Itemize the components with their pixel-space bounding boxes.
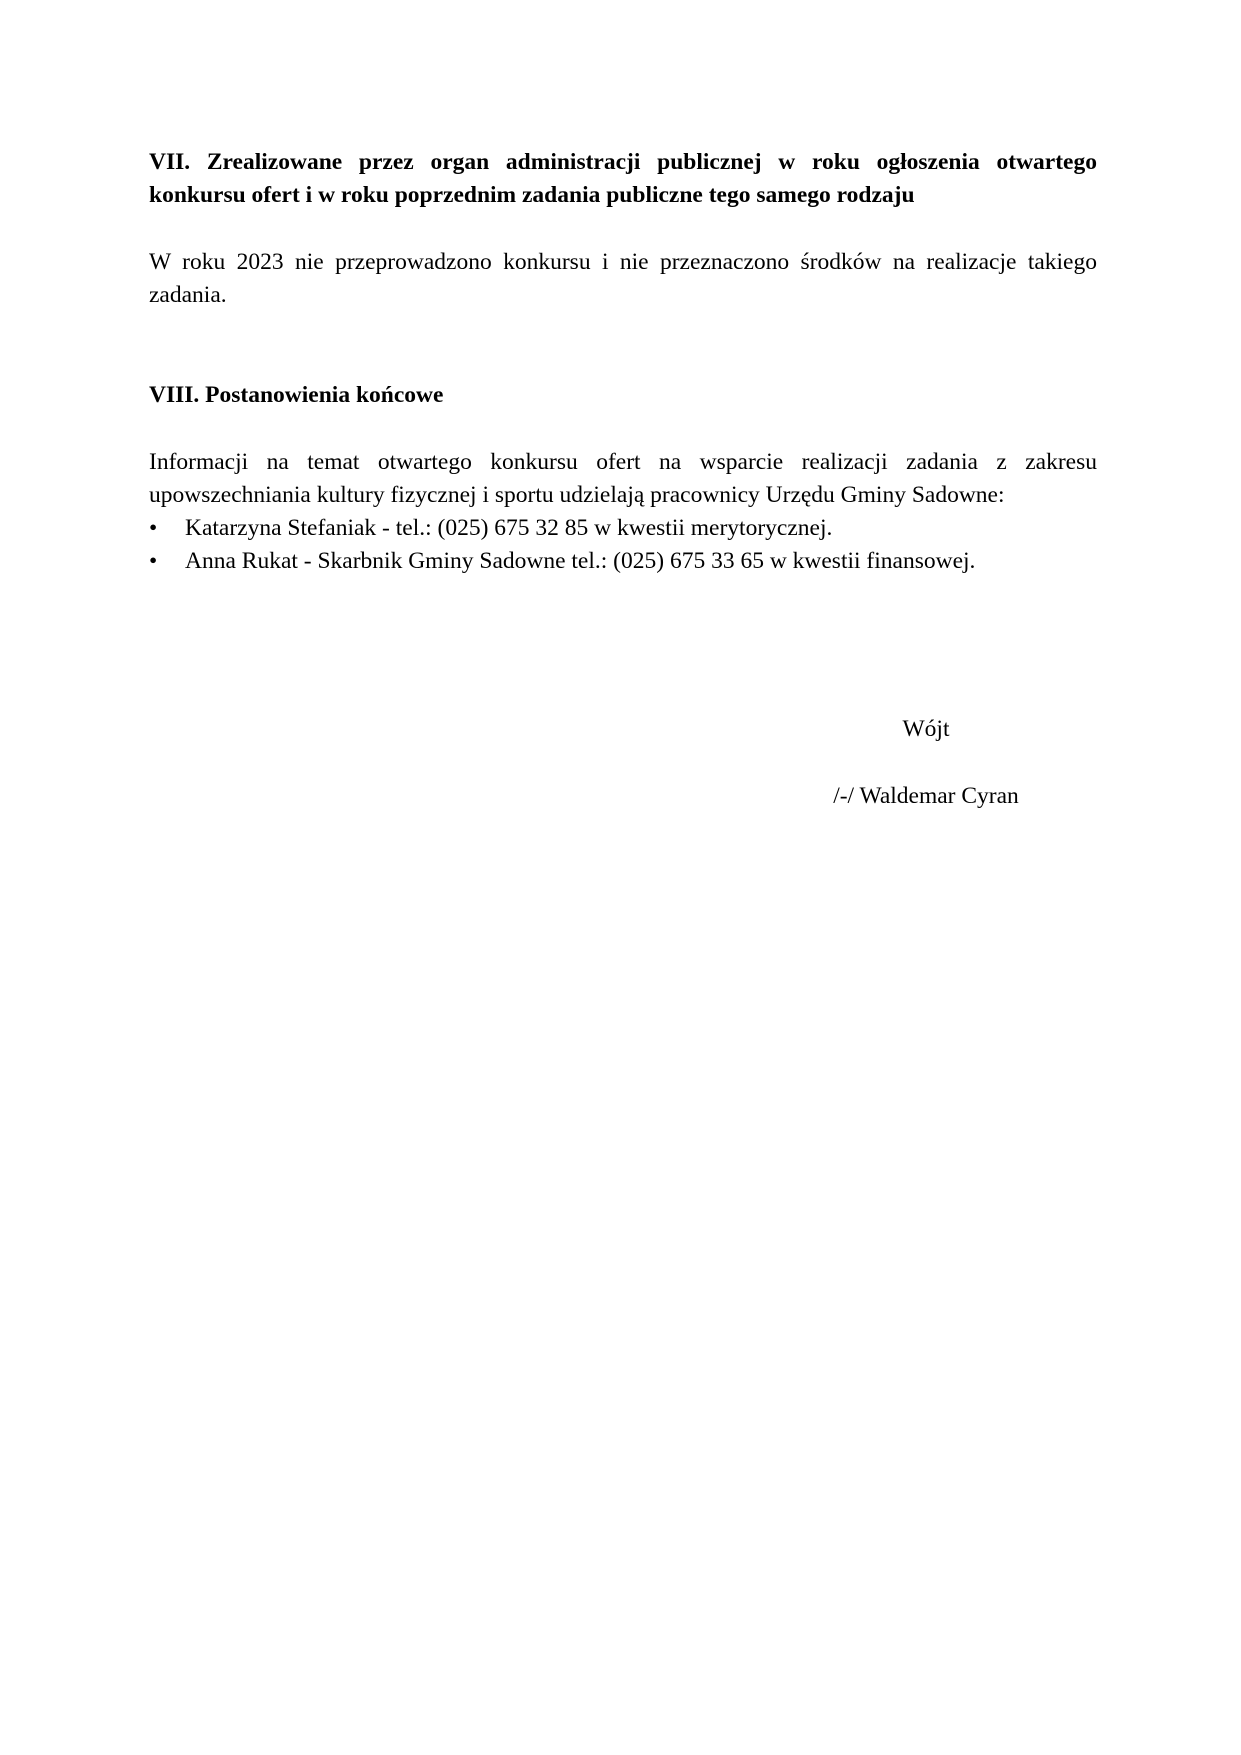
section-viii-body: Informacji na temat otwartego konkursu ofert na wsparcie realizacji zadania z zakresu upowszechniania kultury fizycznej i sportu udzielają pracownicy Urzędu Gminy Sadowne:	[149, 449, 1097, 508]
document-content	[149, 146, 1097, 578]
bullet-icon: •	[149, 548, 158, 574]
contact-text: Anna Rukat - Skarbnik Gminy Sadowne tel.: (025) 675 33 65 w kwestii finansowej.	[185, 548, 976, 574]
section-vii-heading: VII. Zrealizowane przez organ administracji publicznej w roku ogłoszenia otwartego konkursu ofert i w roku poprzednim zadania publiczne tego samego rodzaju	[149, 149, 1097, 208]
signature-name: /-/ Waldemar Cyran	[833, 783, 1019, 809]
contact-list	[149, 512, 1097, 578]
signature-title: Wójt	[902, 716, 950, 742]
list-item	[149, 545, 1097, 578]
contact-text: Katarzyna Stefaniak - tel.: (025) 675 32 85 w kwestii merytorycznej.	[185, 515, 833, 541]
section-viii-heading: VIII. Postanowienia końcowe	[149, 382, 444, 408]
bullet-icon: •	[149, 515, 158, 541]
list-item	[149, 512, 1097, 545]
section-vii-body: W roku 2023 nie przeprowadzono konkursu i nie przeznaczono środków na realizacje takiego zadania.	[149, 249, 1097, 308]
